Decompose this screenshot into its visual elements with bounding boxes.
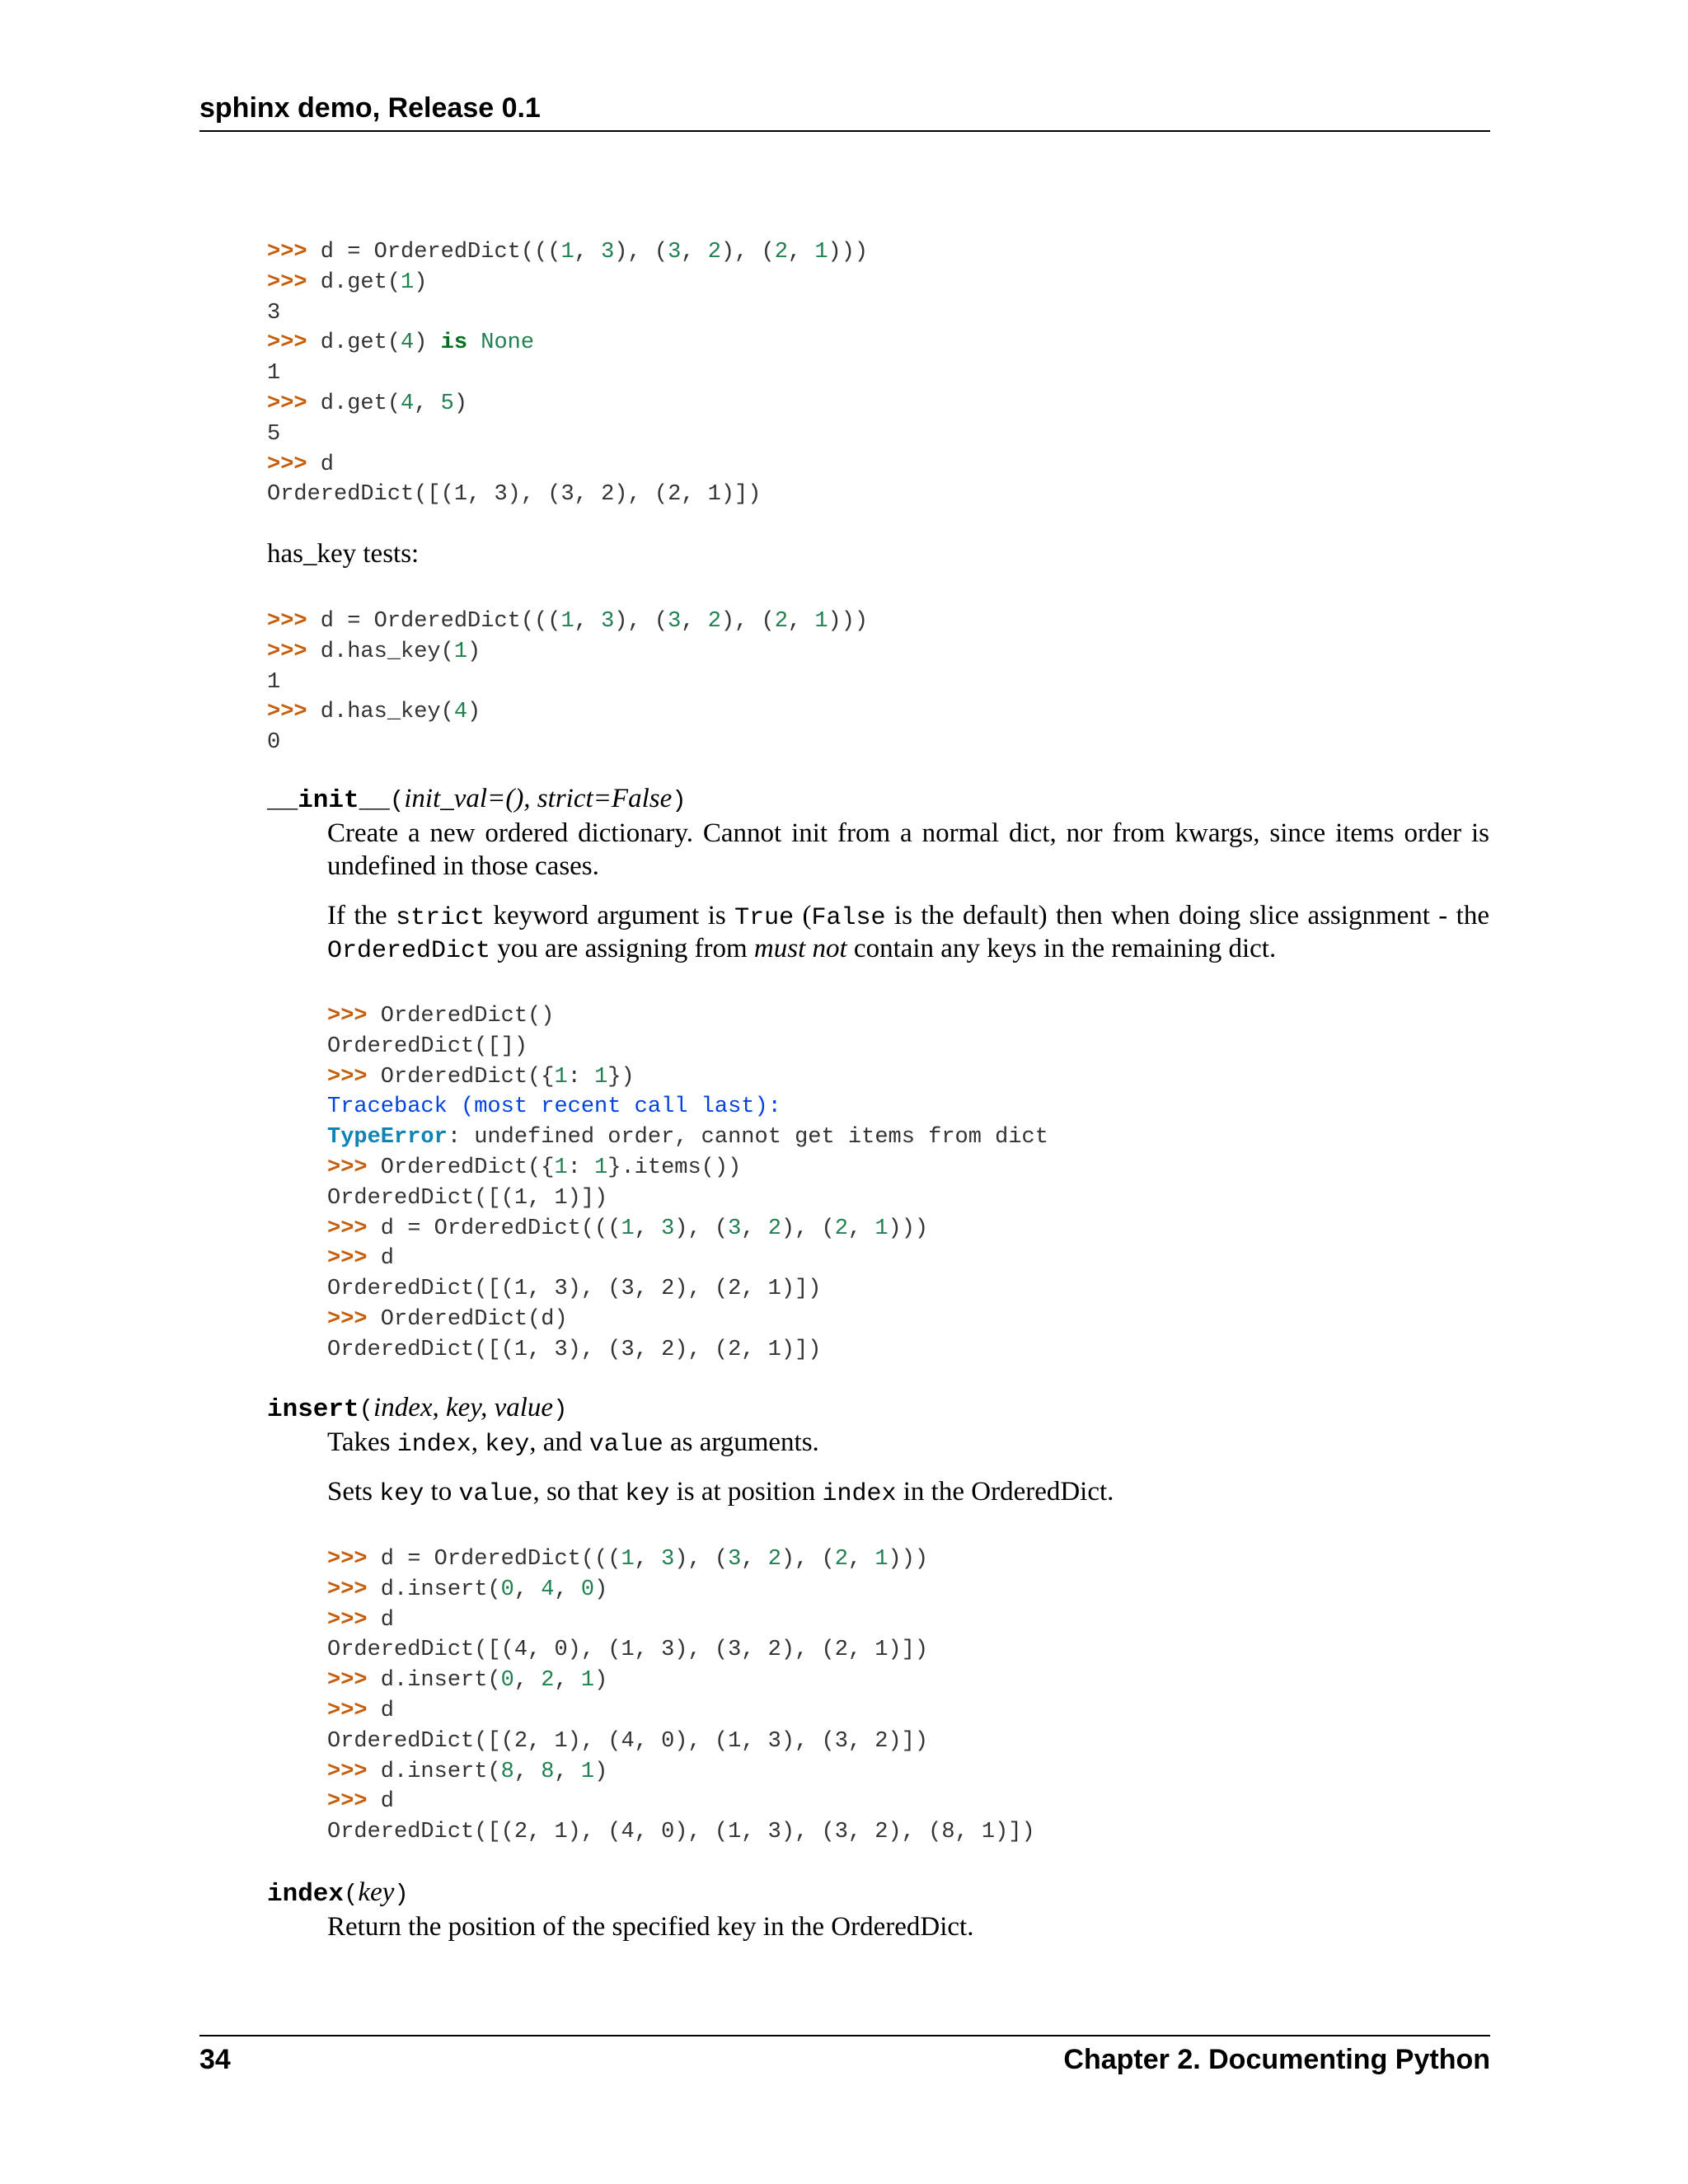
- code-block-has-key: [267, 607, 868, 758]
- code-token: ))): [828, 609, 869, 634]
- code-line: [327, 1757, 1035, 1788]
- prompt-token: >>>: [267, 391, 307, 416]
- code-token: d: [367, 1789, 395, 1815]
- code-token: :: [567, 1064, 595, 1090]
- code-token: 3: [661, 1547, 675, 1572]
- code-line: [327, 1244, 1048, 1274]
- code-line: [267, 237, 868, 268]
- code-line: [327, 1122, 1048, 1153]
- code-line: [327, 1727, 1035, 1757]
- code-token: 1: [554, 1064, 568, 1090]
- code-token: 5: [267, 421, 281, 447]
- code-token: d = OrderedDict(((: [367, 1216, 621, 1241]
- code-token: 8: [541, 1759, 555, 1784]
- code-token: OrderedDict([(1, 3), (3, 2), (2, 1)]): [327, 1277, 822, 1302]
- code-token: ,: [513, 1668, 542, 1694]
- code-token: d.get(: [307, 269, 401, 295]
- code-token: 0: [500, 1668, 514, 1694]
- code-line: [267, 298, 868, 329]
- code-token: ,: [554, 1668, 581, 1694]
- code-token: :: [567, 1155, 595, 1180]
- code-token: 0: [580, 1577, 595, 1602]
- code-token: 4: [453, 700, 468, 725]
- init-strict-line-1: If the strict keyword argument is True (False is the default) then when doing slice assignment - the: [327, 901, 1489, 932]
- paragraph-has-key: has_key tests:: [267, 539, 420, 569]
- code-line: [267, 328, 868, 359]
- code-token: 3: [267, 300, 281, 326]
- code-token: OrderedDict(d): [367, 1306, 568, 1332]
- code-token: }.items()): [607, 1155, 742, 1180]
- code-line: [267, 419, 868, 450]
- code-token: ))): [888, 1216, 929, 1241]
- prompt-token: >>>: [267, 639, 307, 664]
- code-token: 1: [621, 1547, 635, 1572]
- code-line: [267, 728, 868, 758]
- code-token: : undefined order, cannot get items from dict: [447, 1125, 1048, 1151]
- code-block-init-examples: [327, 1001, 1048, 1366]
- code-token: ): [594, 1668, 608, 1694]
- code-token: 4: [401, 330, 415, 356]
- prompt-token: >>>: [267, 452, 307, 477]
- code-token: OrderedDict([(2, 1), (4, 0), (1, 3), (3, 2)]): [327, 1728, 929, 1754]
- code-token: OrderedDict({: [367, 1155, 555, 1180]
- code-token: 1: [401, 269, 415, 295]
- code-token: 1: [580, 1668, 595, 1694]
- code-token: ): [414, 330, 441, 356]
- code-token: 1: [814, 240, 828, 265]
- code-token: 4: [401, 391, 415, 416]
- prompt-token: >>>: [327, 1607, 368, 1633]
- code-token: d: [367, 1698, 395, 1723]
- code-token: OrderedDict([(2, 1), (4, 0), (1, 3), (3, 2), (8, 1)]): [327, 1820, 1035, 1845]
- code-token: 3: [661, 1216, 675, 1241]
- code-line: [327, 1696, 1035, 1727]
- code-token: 4: [541, 1577, 555, 1602]
- code-token: ): [467, 639, 481, 664]
- code-token: ,: [574, 609, 602, 634]
- prompt-token: >>>: [267, 609, 307, 634]
- code-token: ,: [787, 240, 815, 265]
- code-token: ,: [741, 1547, 768, 1572]
- code-token: 0: [267, 730, 281, 756]
- code-token: d.insert(: [367, 1668, 501, 1694]
- code-token: ), (: [781, 1547, 835, 1572]
- code-token: is: [440, 330, 468, 356]
- insert-description-1: Takes index, key, and value as arguments.: [327, 1427, 819, 1459]
- method-signature-index: index(key): [267, 1877, 409, 1909]
- code-token: 2: [541, 1668, 555, 1694]
- code-token: 1: [267, 669, 281, 695]
- code-line: [267, 480, 868, 510]
- code-token: d.insert(: [367, 1577, 501, 1602]
- footer-rule: [199, 2035, 1490, 2036]
- code-token: TypeError: [327, 1125, 448, 1151]
- code-line: [267, 607, 868, 637]
- prompt-token: >>>: [327, 1216, 368, 1241]
- code-token: d.insert(: [367, 1759, 501, 1784]
- code-token: ,: [574, 240, 602, 265]
- code-line: [327, 1092, 1048, 1122]
- code-line: [327, 1183, 1048, 1214]
- code-token: d.get(: [307, 330, 401, 356]
- code-token: ,: [554, 1759, 581, 1784]
- code-token: 1: [560, 240, 574, 265]
- code-line: [327, 1575, 1035, 1605]
- prompt-token: >>>: [267, 269, 307, 295]
- code-token: 1: [874, 1216, 889, 1241]
- code-token: OrderedDict([(1, 1)]): [327, 1185, 608, 1211]
- method-signature-init: __init__(init_val=(), strict=False): [267, 784, 687, 815]
- code-token: 1: [554, 1155, 568, 1180]
- code-line: [327, 1062, 1048, 1093]
- code-token: 2: [767, 1216, 781, 1241]
- code-token: d.has_key(: [307, 700, 454, 725]
- prompt-token: >>>: [327, 1577, 368, 1602]
- code-token: d.get(: [307, 391, 401, 416]
- code-token: ,: [634, 1216, 662, 1241]
- init-description-line-1: Create a new ordered dictionary. Cannot init from a normal dict, nor from kwargs, since items order is: [327, 818, 1489, 848]
- code-token: d: [307, 452, 335, 477]
- code-token: 3: [728, 1216, 742, 1241]
- code-token: 1: [267, 361, 281, 387]
- code-token: ,: [513, 1577, 542, 1602]
- code-line: [327, 1787, 1035, 1817]
- running-header: sphinx demo, Release 0.1: [199, 92, 541, 124]
- index-description: Return the position of the specified key in the OrderedDict.: [327, 1912, 974, 1942]
- prompt-token: >>>: [327, 1004, 368, 1029]
- code-token: d = OrderedDict(((: [367, 1547, 621, 1572]
- code-token: d = OrderedDict(((: [307, 609, 561, 634]
- code-token: ,: [787, 609, 815, 634]
- code-token: 3: [668, 609, 682, 634]
- code-token: 1: [621, 1216, 635, 1241]
- prompt-token: >>>: [327, 1246, 368, 1272]
- prompt-token: >>>: [327, 1668, 368, 1694]
- code-token: OrderedDict([(1, 3), (3, 2), (2, 1)]): [267, 482, 762, 508]
- code-line: [327, 1274, 1048, 1305]
- method-signature-insert: insert(index, key, value): [267, 1393, 568, 1424]
- code-line: [327, 1817, 1035, 1848]
- code-token: d.has_key(: [307, 639, 454, 664]
- code-token: ), (: [781, 1216, 835, 1241]
- prompt-token: >>>: [267, 330, 307, 356]
- method-args: init_val=(), strict=False: [404, 784, 673, 813]
- prompt-token: >>>: [327, 1789, 368, 1815]
- code-token: 1: [814, 609, 828, 634]
- code-token: ))): [828, 240, 869, 265]
- code-token: Traceback (most recent call last):: [327, 1094, 781, 1120]
- code-line: [267, 389, 868, 419]
- code-token: 3: [601, 609, 615, 634]
- code-token: 3: [601, 240, 615, 265]
- code-token: d = OrderedDict(((: [307, 240, 561, 265]
- code-line: [327, 1214, 1048, 1244]
- code-token: 2: [834, 1547, 848, 1572]
- insert-description-2: Sets key to value, so that key is at position index in the OrderedDict.: [327, 1477, 1114, 1508]
- code-line: [327, 1635, 1035, 1666]
- code-token: 2: [834, 1216, 848, 1241]
- code-token: ): [594, 1759, 608, 1784]
- code-token: ): [414, 269, 428, 295]
- code-token: 3: [728, 1547, 742, 1572]
- code-line: [267, 697, 868, 728]
- code-token: 3: [668, 240, 682, 265]
- code-token: d: [367, 1246, 395, 1272]
- code-line: [267, 637, 868, 668]
- page-number: 34: [199, 2044, 231, 2075]
- code-line: [327, 1305, 1048, 1335]
- code-line: [327, 1544, 1035, 1575]
- code-token: ,: [847, 1547, 875, 1572]
- code-token: 5: [440, 391, 454, 416]
- prompt-token: >>>: [267, 700, 307, 725]
- code-line: [327, 1001, 1048, 1032]
- prompt-token: >>>: [327, 1759, 368, 1784]
- code-token: ,: [741, 1216, 768, 1241]
- code-line: [327, 1032, 1048, 1062]
- code-token: 1: [560, 609, 574, 634]
- code-token: ), (: [720, 609, 775, 634]
- code-token: ): [594, 1577, 608, 1602]
- code-token: ,: [554, 1577, 581, 1602]
- prompt-token: >>>: [327, 1064, 368, 1090]
- code-token: 2: [707, 609, 721, 634]
- code-token: OrderedDict([(1, 3), (3, 2), (2, 1)]): [327, 1337, 822, 1362]
- code-line: [267, 268, 868, 298]
- code-token: ), (: [614, 240, 668, 265]
- code-token: 0: [500, 1577, 514, 1602]
- chapter-title: Chapter 2. Documenting Python: [1063, 2044, 1490, 2075]
- method-name: insert: [267, 1395, 359, 1424]
- code-token: }): [607, 1064, 635, 1090]
- code-token: ), (: [674, 1547, 729, 1572]
- code-token: 1: [580, 1759, 595, 1784]
- code-token: 2: [774, 609, 788, 634]
- method-args: key: [358, 1877, 395, 1907]
- prompt-token: >>>: [267, 240, 307, 265]
- code-token: 1: [594, 1155, 608, 1180]
- code-token: [467, 330, 481, 355]
- code-token: ): [453, 391, 468, 416]
- code-token: 2: [774, 240, 788, 265]
- code-line: [327, 1335, 1048, 1366]
- code-line: [327, 1153, 1048, 1183]
- init-description-line-2: undefined in those cases.: [327, 851, 599, 881]
- code-block-get: [267, 237, 868, 510]
- code-token: ,: [513, 1759, 542, 1784]
- code-token: 1: [874, 1547, 889, 1572]
- prompt-token: >>>: [327, 1547, 368, 1572]
- code-token: ))): [888, 1547, 929, 1572]
- code-token: 2: [767, 1547, 781, 1572]
- header-rule: [199, 130, 1490, 132]
- code-block-insert-examples: [327, 1544, 1035, 1848]
- method-name: __init__: [267, 786, 390, 815]
- code-token: OrderedDict([]): [327, 1033, 528, 1059]
- code-line: [267, 450, 868, 480]
- code-token: ,: [847, 1216, 875, 1241]
- code-token: ), (: [720, 240, 775, 265]
- code-token: ): [467, 700, 481, 725]
- init-strict-line-2: OrderedDict you are assigning from must not contain any keys in the remaining dict.: [327, 934, 1277, 965]
- code-token: 1: [453, 639, 468, 664]
- code-token: None: [481, 330, 535, 356]
- code-token: OrderedDict(): [367, 1004, 555, 1029]
- prompt-token: >>>: [327, 1306, 368, 1332]
- code-token: d: [367, 1607, 395, 1633]
- code-token: ,: [681, 609, 708, 634]
- prompt-token: >>>: [327, 1155, 368, 1180]
- code-token: 1: [594, 1064, 608, 1090]
- code-token: OrderedDict({: [367, 1064, 555, 1090]
- code-line: [327, 1605, 1035, 1636]
- code-line: [267, 359, 868, 389]
- code-token: ), (: [674, 1216, 729, 1241]
- code-line: [327, 1666, 1035, 1696]
- code-token: ,: [414, 391, 441, 416]
- method-name: index: [267, 1880, 345, 1909]
- code-line: [267, 668, 868, 698]
- code-token: 2: [707, 240, 721, 265]
- code-token: ,: [634, 1547, 662, 1572]
- code-token: 8: [500, 1759, 514, 1784]
- code-token: ,: [681, 240, 708, 265]
- code-token: ), (: [614, 609, 668, 634]
- method-args: index, key, value: [373, 1393, 554, 1422]
- code-token: OrderedDict([(4, 0), (1, 3), (3, 2), (2, 1)]): [327, 1638, 929, 1663]
- prompt-token: >>>: [327, 1698, 368, 1723]
